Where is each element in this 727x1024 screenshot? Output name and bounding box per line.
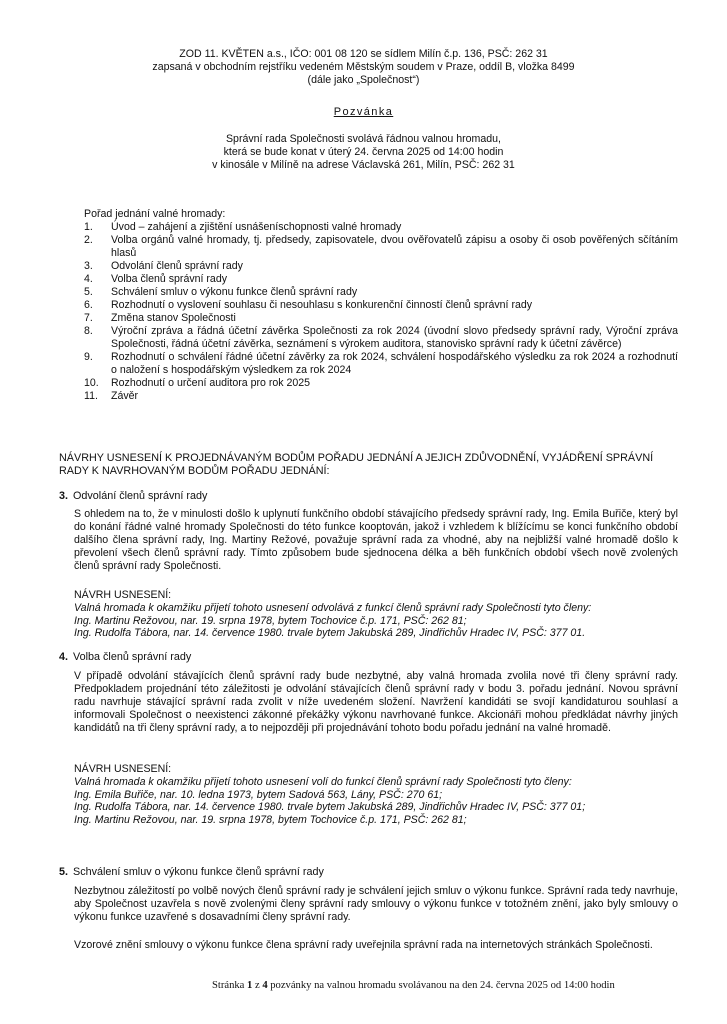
agenda-list (84, 221, 678, 403)
agenda-item (84, 351, 678, 377)
section-heading-4 (59, 651, 191, 663)
section-4-proposal-label: NÁVRH USNESENÍ: (74, 763, 172, 775)
agenda-item-number: 4. (84, 273, 93, 285)
agenda-item-text: Rozhodnutí o schválení řádné účetní závěrky za rok 2024, schválení hospodářského výsledku za rok 2024 a rozhodnutí o naložení s hospodářským výsledkem za rok 2024 (111, 351, 678, 376)
company-header-line-1: ZOD 11. KVĚTEN a.s., IČO: 001 08 120 se sídlem Milín č.p. 136, PSČ: 262 31 (179, 48, 548, 60)
intro-line-3: v kinosále v Milíně na adrese Václavská 261, Milín, PSČ: 262 31 (212, 159, 515, 171)
section-title: Odvolání členů správní rady (73, 490, 208, 502)
agenda-item (84, 234, 678, 260)
section-5-paragraph-2: Vzorové znění smlouvy o výkonu funkce člena správní rady uveřejnila správní rada na internetových stránkách Společnosti. (74, 939, 653, 951)
section-title: Volba členů správní rady (73, 651, 192, 663)
section-3-proposal (74, 602, 678, 640)
proposal-line: Valná hromada k okamžiku přijetí tohoto usnesení volí do funkcí členů správní rady Společnosti tyto členy: (74, 776, 572, 788)
section-number: 4. (59, 651, 69, 663)
proposals-heading: NÁVRHY USNESENÍ K PROJEDNÁVANÝM BODŮM POŘADU JEDNÁNÍ A JEJICH ZDŮVODNĚNÍ, VYJÁDŘENÍ SPRÁVNÍ RADY K NAVRHOVANÝM BODŮM POŘADU JEDNÁNÍ: (59, 452, 654, 477)
agenda-item-text: Volba orgánů valné hromady, tj. předsedy, zapisovatele, dvou ověřovatelů zápisu a osoby či osob pověřených sčítáním hlasů (111, 234, 678, 259)
agenda-item-text: Odvolání členů správní rady (111, 260, 243, 272)
section-3-paragraph: S ohledem na to, že v minulosti došlo k uplynutí funkčního období stávajícího předsedy správní rady, Ing. Emila Buřiče, který byl do konání řádné valné hromady Společnosti do této funkce kooptován, jakož i vzhledem k blížícímu se konci funkčního období dalšího člena správní rady, Ing. Martiny Režové, považuje správní rada za vhodné, aby na nejbližší valné hromadě došlo k převolení všech členů správní rady. Tímto způsobem bude sjednocena délka a běh funkčních období všech nově zvolených členů správní rady Společnosti. (74, 508, 678, 572)
section-4-proposal (74, 776, 678, 826)
proposal-line: Valná hromada k okamžiku přijetí tohoto usnesení odvolává z funkcí členů správní rady Společnosti tyto členy: (74, 602, 592, 614)
section-heading-3 (59, 490, 207, 502)
agenda-item (84, 377, 678, 390)
page-total: 4 (262, 980, 268, 991)
agenda-item-text: Výroční zpráva a řádná účetní závěrka Společnosti za rok 2024 (úvodní slovo předsedy správní rady, Výroční zpráva Společnosti, řádná účetní závěrka, seznámení s výrokem auditora, stanovisko správní rady k účetní závěrce) (111, 325, 678, 350)
proposal-line: Ing. Emila Buřiče, nar. 10. ledna 1973, bytem Sadová 563, Lány, PSČ: 270 61; (74, 788, 443, 801)
agenda-item-number: 5. (84, 286, 93, 298)
section-heading-5 (59, 866, 324, 878)
agenda-item-number: 2. (84, 234, 93, 246)
agenda-item-text: Schválení smluv o výkonu funkce členů správní rady (111, 286, 358, 298)
agenda-item (84, 299, 678, 312)
agenda-item (84, 312, 678, 325)
proposal-line: Ing. Rudolfa Tábora, nar. 14. července 1980. trvale bytem Jakubská 289, Jindřichův Hradec IV, PSČ: 377 01; (74, 801, 586, 813)
section-3-proposal-label: NÁVRH USNESENÍ: (74, 589, 172, 601)
agenda-item-text: Změna stanov Společnosti (111, 312, 236, 324)
agenda-item-text: Volba členů správní rady (111, 273, 228, 285)
agenda-item (84, 260, 678, 273)
page-number: 1 (247, 980, 253, 991)
document-title: Pozvánka (333, 106, 394, 118)
section-number: 3. (59, 490, 69, 502)
agenda-item-number: 10. (84, 377, 99, 389)
agenda-item-text: Úvod – zahájení a zjištění usnášeníschopnosti valné hromady (111, 221, 402, 233)
agenda-item-number: 8. (84, 325, 93, 337)
agenda-item (84, 286, 678, 299)
section-title: Schválení smluv o výkonu funkce členů správní rady (73, 866, 324, 878)
section-5-paragraph-1: Nezbytnou záležitostí po volbě nových členů správní rady je schválení jejich smluv o výkonu funkce. Správní rada tedy navrhuje, aby Společnost uzavřela s nově zvolenými členy správní rady smlouvy o výkonu funkce v totožném znění, jako byly smlouvy o výkonu funkce uzavřené s dosavadními členy správní rady. (74, 885, 678, 923)
proposal-line: Ing. Martinu Režovou, nar. 19. srpna 1978, bytem Tochovice č.p. 171, PSČ: 262 81; (74, 813, 467, 826)
agenda-item-number: 3. (84, 260, 93, 272)
agenda-item-text: Závěr (111, 390, 139, 402)
agenda-item (84, 390, 678, 403)
agenda-title: Pořad jednání valné hromady: (84, 208, 226, 220)
agenda-item-number: 7. (84, 312, 93, 324)
agenda-item-text: Rozhodnutí o určení auditora pro rok 2025 (111, 377, 311, 389)
page-footer: Stránka 1 z 4 pozvánky na valnou hromadu svolávanou na den 24. června 2025 od 14:00 hodin (212, 980, 615, 991)
agenda-item (84, 221, 678, 234)
agenda-item (84, 325, 678, 351)
company-header-line-3: (dále jako „Společnost“) (307, 74, 420, 86)
intro-line-1: Správní rada Společnosti svolává řádnou valnou hromadu, (225, 133, 502, 145)
agenda-item (84, 273, 678, 286)
agenda-item-number: 9. (84, 351, 93, 363)
agenda-item-number: 6. (84, 299, 93, 311)
proposal-line: Ing. Martinu Režovou, nar. 19. srpna 1978, bytem Tochovice č.p. 171, PSČ: 262 81; (74, 614, 467, 627)
section-4-paragraph: V případě odvolání stávajících členů správní rady bude nezbytné, aby valná hromada zvolila nové tři členy správní rady. Předpokladem projednání této záležitosti je odvolání stávajících členů správní rady v bodu 3. pořadu jednání. Novou správní radu navrhuje stávající správní rada zvolit v níže uvedeném složení. Navržení kandidáti se svojí kandidaturou souhlasí a informovali Společnost o neexistenci zákonné překážky výkonu navrhované funkce. Akcionáři mohou předkládat návrhy jiných kandidátů na tři členy správní rady, a to nejpozději při projednávání tohoto bodu pořadu jednání na valné hromadě. (74, 670, 678, 734)
proposal-line: Ing. Rudolfa Tábora, nar. 14. července 1980. trvale bytem Jakubská 289, Jindřichův Hradec IV, PSČ: 377 01. (74, 627, 586, 639)
section-number: 5. (59, 866, 69, 878)
agenda-item-number: 1. (84, 221, 93, 233)
agenda-item-text: Rozhodnutí o vyslovení souhlasu či nesouhlasu s konkurenční činností členů správní rady (111, 299, 533, 311)
agenda-item-number: 11. (84, 390, 98, 402)
intro-line-2: která se bude konat v úterý 24. června 2025 od 14:00 hodin (223, 146, 504, 158)
company-header-line-2: zapsaná v obchodním rejstříku vedeném Městským soudem v Praze, oddíl B, vložka 8499 (152, 61, 575, 73)
